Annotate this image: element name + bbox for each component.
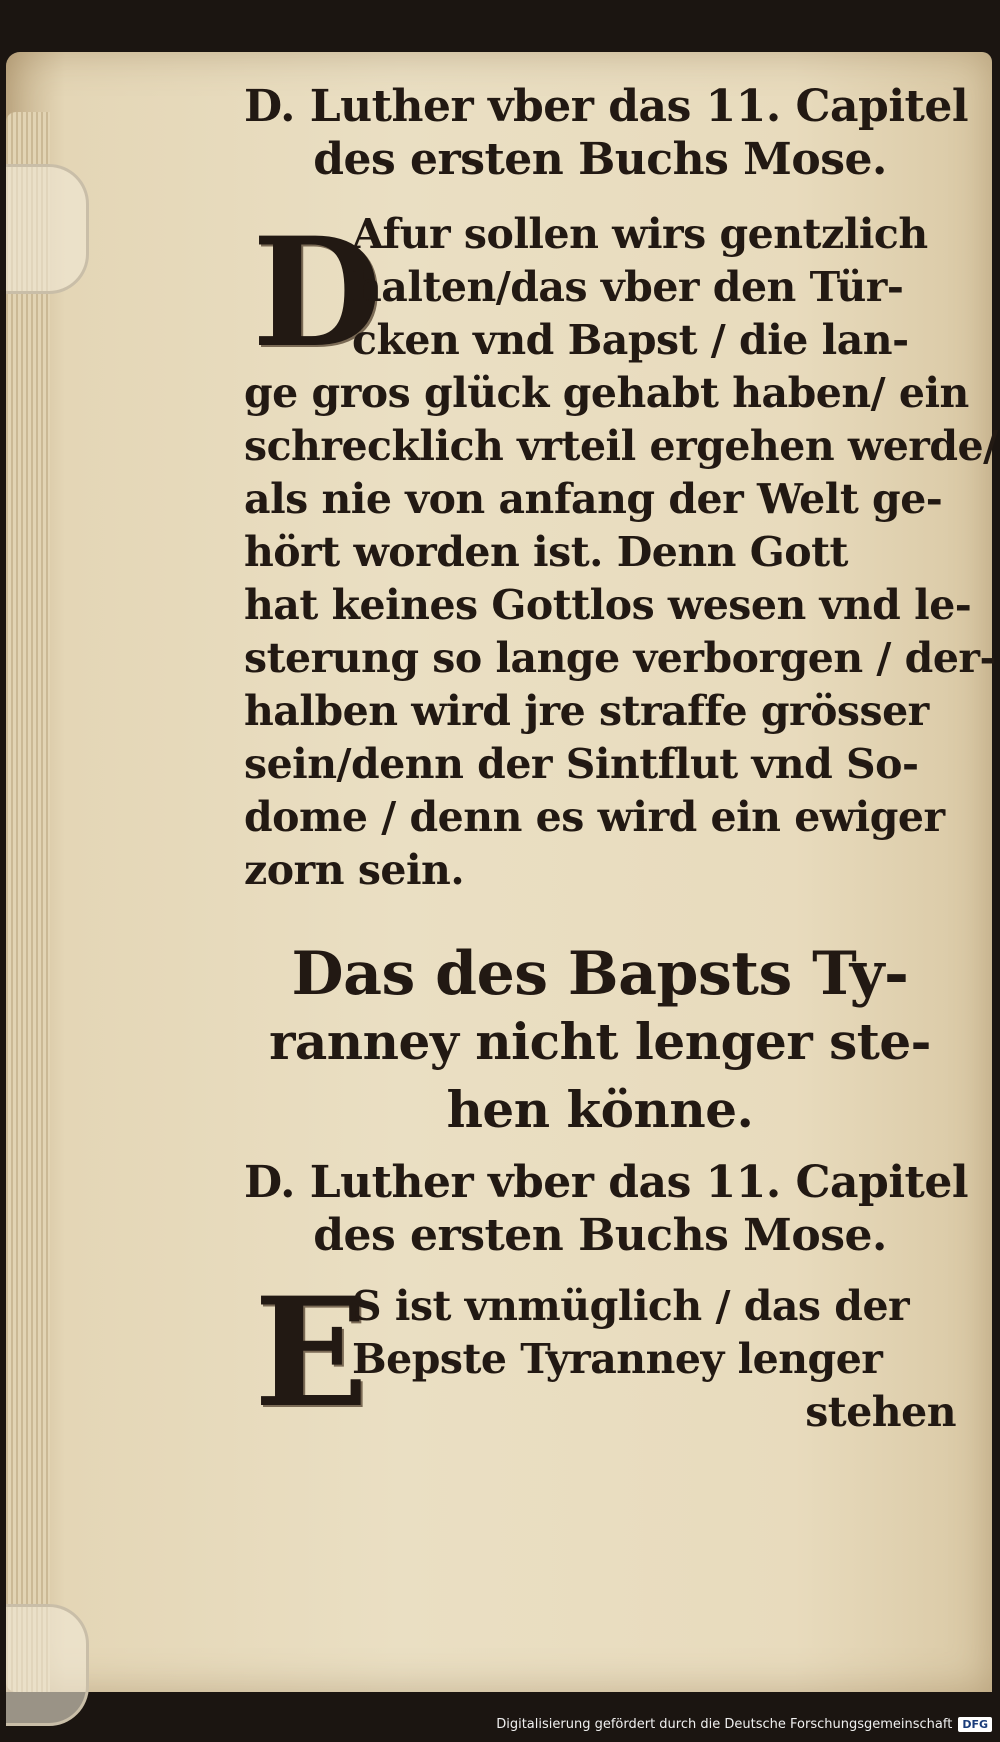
digitization-footer xyxy=(496,1710,992,1738)
heading-2-line: D. Luther vber das 11. Capitel xyxy=(244,1157,969,1208)
paragraph-line: cken vnd Bapst / die lan- xyxy=(352,316,909,364)
paragraph-line: dome / denn es wird ein ewiger xyxy=(244,793,945,841)
dfg-logo: DFG xyxy=(958,1717,992,1732)
page-edges xyxy=(6,112,50,1692)
heading-2 xyxy=(244,1156,969,1262)
paragraph-line: sterung so lange verborgen / der- xyxy=(244,634,997,682)
paragraph-line: hat keines Gottlos wesen vnd le- xyxy=(244,581,972,629)
paragraph-2 xyxy=(244,1265,956,1441)
paragraph-line: halben wird jre straffe grösser xyxy=(244,687,929,735)
paragraph-line: halten/das vber den Tür- xyxy=(352,263,904,311)
heading-2-line: des ersten Buchs Mose. xyxy=(313,1210,887,1261)
page-tab-top xyxy=(6,164,89,294)
paragraph-line: zorn sein. xyxy=(244,846,465,894)
heading-1 xyxy=(244,80,969,186)
paragraph-line: ge gros glück gehabt haben/ ein xyxy=(244,369,969,417)
heading-1-line: des ersten Buchs Mose. xyxy=(313,134,887,185)
paragraph-line: als nie von anfang der Welt ge- xyxy=(244,475,943,523)
catchword: stehen xyxy=(805,1388,956,1436)
paragraph-1 xyxy=(244,205,998,897)
paragraph-line: Afur sollen wirs gentzlich xyxy=(352,210,928,258)
paragraph-line: Bepste Tyranney lenger xyxy=(352,1335,883,1383)
page-tab-bottom xyxy=(6,1604,89,1726)
paragraph-line: hört worden ist. Denn Gott xyxy=(244,528,848,576)
title-line: hen könne. xyxy=(446,1080,754,1139)
heading-1-line: D. Luther vber das 11. Capitel xyxy=(244,81,969,132)
paragraph-line: S ist vnmüglich / das der xyxy=(352,1282,910,1330)
title-line: ranney nicht lenger ste- xyxy=(269,1012,931,1071)
paragraph-line: sein/denn der Sintflut vnd So- xyxy=(244,740,919,788)
dropcap-e: E xyxy=(254,1265,369,1441)
dropcap-d: D xyxy=(252,205,383,381)
section-title xyxy=(244,940,956,1144)
title-line: Das des Bapsts Ty- xyxy=(291,939,909,1009)
paragraph-line: schrecklich vrteil ergehen werde/ xyxy=(244,422,998,470)
footer-text: Digitalisierung gefördert durch die Deutsche Forschungsgemeinschaft xyxy=(496,1716,953,1732)
